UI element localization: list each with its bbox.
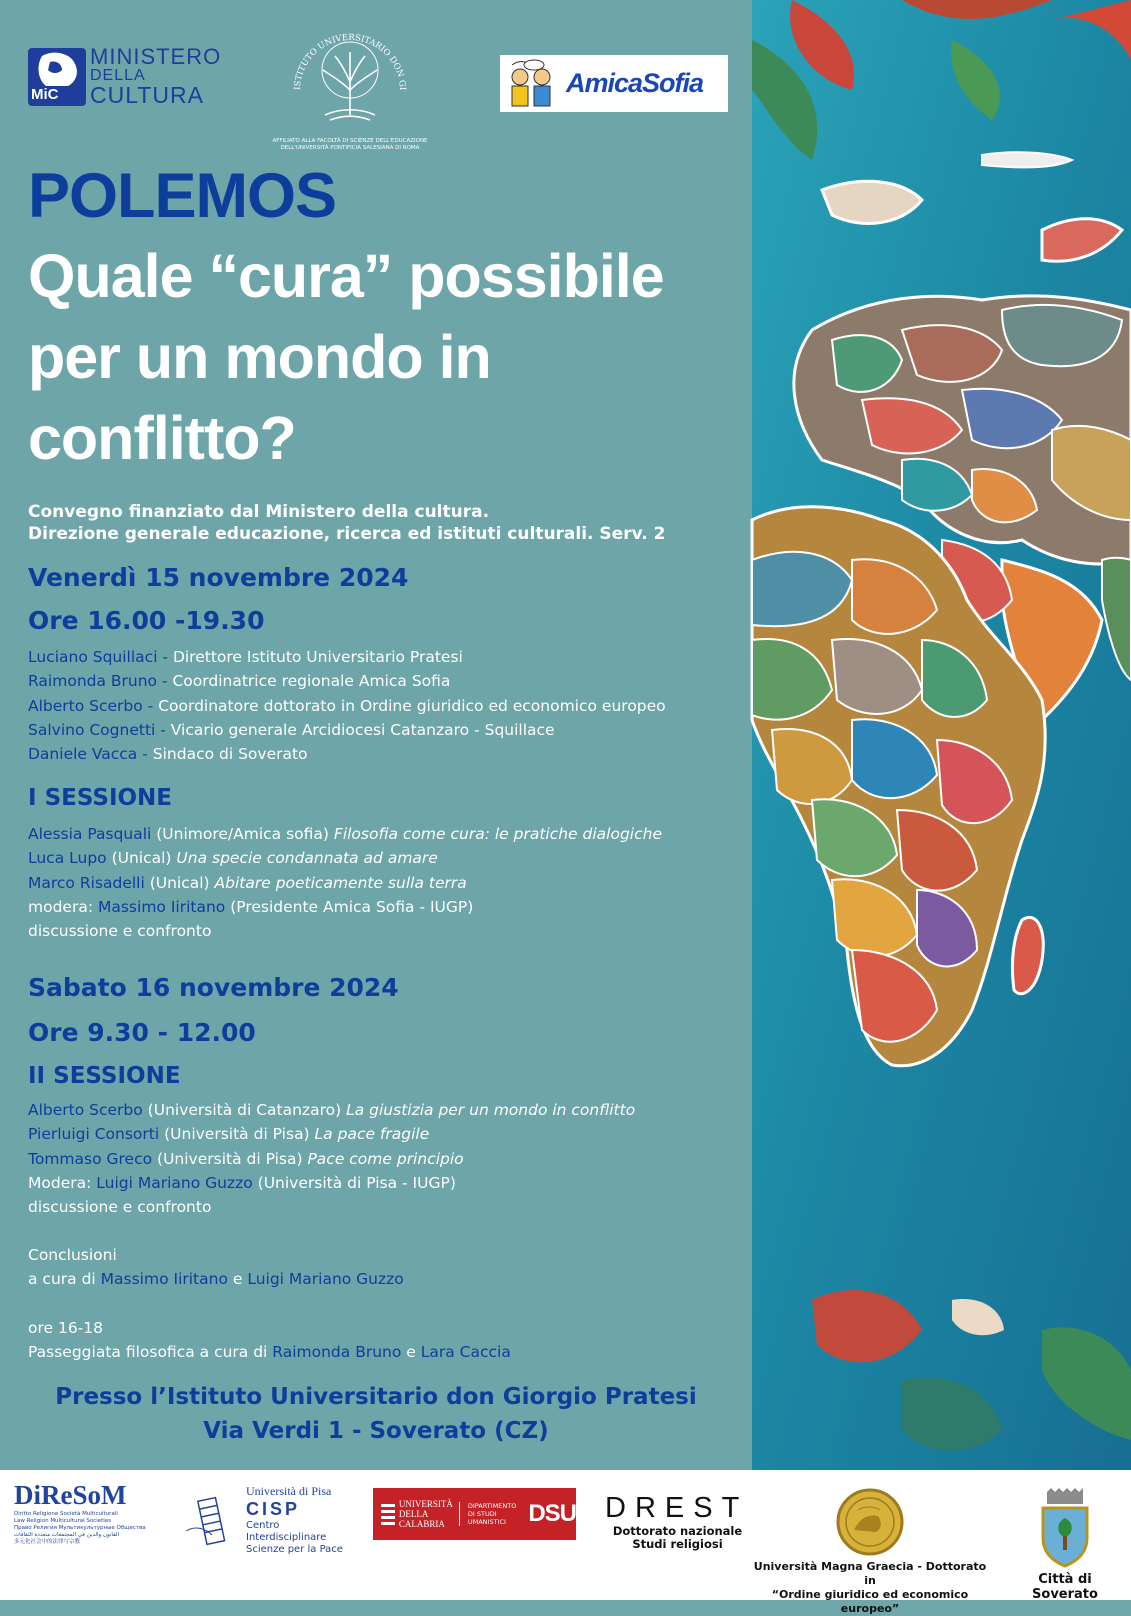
walk-row (28, 1340, 511, 1364)
talk-row (28, 1122, 635, 1146)
conclusions-label: Conclusioni (28, 1246, 117, 1264)
drest-line: Studi religiosi (632, 1537, 723, 1551)
conclusions-block (28, 1243, 404, 1292)
funding-line-2: Direzione generale educazione, ricerca ed istituti culturali. Serv. 2 (28, 524, 666, 544)
speaker-affiliation: (Università di Catanzaro) (142, 1101, 347, 1119)
ministero-cultura-logo (28, 46, 221, 107)
talk-title: La giustizia per un mondo in conflitto (346, 1101, 636, 1119)
talk-title: La pace fragile (314, 1125, 430, 1144)
soverato-label: Città di Soverato (1032, 1572, 1098, 1602)
session-1-title: I SESSIONE (28, 785, 173, 811)
speaker-affiliation: (Unical) (106, 849, 177, 868)
istituto-pratesi-seal (270, 20, 430, 151)
moderator-prefix: modera: (28, 897, 98, 916)
main-title-line-2: per un mondo in (28, 323, 491, 391)
venue-line-2: Via Verdi 1 - Soverato (CZ) (203, 1418, 549, 1444)
talk-row (28, 1098, 635, 1122)
diresom-line: القانون والدين في المجتمعات متعددة الثقافات (14, 1532, 120, 1538)
day2-time: Ore 9.30 - 12.00 (28, 1018, 256, 1047)
moderator-name: Luigi Mariano Guzzo (96, 1173, 253, 1192)
gold-coin-icon (834, 1488, 906, 1556)
talk-row (28, 871, 662, 895)
umg-line: “Ordine giuridico ed economico europeo” (771, 1588, 969, 1615)
dept-line: UMANISTICI (467, 1518, 506, 1526)
umg-logo (750, 1488, 990, 1616)
day1-date: Venerdì 15 novembre 2024 (28, 563, 409, 592)
mic-line-2: DELLA (90, 67, 146, 84)
event-main-title (28, 236, 748, 479)
talk-title: Filosofia come cura: le pratiche dialogiche (333, 825, 662, 843)
walk-block (28, 1316, 511, 1365)
speaker-name: Daniele Vacca - (28, 745, 148, 764)
talk-title: Una specie condannata ad amare (176, 849, 438, 868)
talk-title: Pace come principio (307, 1149, 464, 1168)
cisp-university: Università di Pisa (246, 1484, 332, 1498)
mic-wordmark (90, 46, 221, 107)
discussion-row: discussione e confronto (28, 922, 212, 941)
dept-line: DIPARTIMENTO (467, 1502, 517, 1510)
main-title-line-1: Quale “cura” possibile (28, 242, 664, 310)
map-art (752, 0, 1131, 1470)
unical-line: CALABRIA (398, 1519, 445, 1529)
walk-joiner: e (401, 1343, 421, 1362)
mic-mark-icon (28, 48, 86, 106)
coat-of-arms-icon (1035, 1490, 1095, 1568)
speaker-name: Pierluigi Consorti (28, 1125, 160, 1144)
moderator-row (28, 895, 662, 919)
svg-text:ISTITUTO UNIVERSITARIO DON GIO (285, 20, 407, 91)
discussion-row: discussione e confronto (28, 1198, 212, 1217)
sponsor-footer (0, 1470, 1131, 1615)
speaker-name: Alberto Scerbo - (28, 696, 154, 715)
talk-row (28, 846, 662, 870)
speaker-role: Vicario generale Arcidiocesi Catanzaro - Squillace (165, 720, 555, 739)
day1-time: Ore 16.00 -19.30 (28, 606, 265, 635)
soverato-logo (1005, 1490, 1125, 1602)
seal-caption: AFFILIATO ALLA FACOLTÀ DI SCIENZE DELL'EDUCAZIONE DELL'UNIVERSITÀ PONTIFICIA SALESIANA DI ROMA (272, 138, 428, 151)
amicasofia-wordmark: AmicaSofia (566, 68, 704, 98)
diresom-line: 多元化社会中的法律与宗教 (14, 1539, 81, 1545)
world-map-illustration (752, 0, 1131, 1470)
speaker-name: Luciano Squillaci - (28, 648, 169, 666)
session-2-talks (28, 1098, 635, 1219)
speaker-affiliation: (Università di Pisa) (152, 1149, 308, 1168)
diresom-line: Diritto Religione Società Multiculturali (14, 1511, 118, 1517)
moderator-name: Massimo Iiritano (97, 897, 226, 916)
moderator-affiliation: (Università di Pisa - IUGP) (252, 1173, 456, 1192)
leaning-tower-icon (182, 1491, 240, 1549)
speaker-name: Raimonda Bruno - (28, 672, 168, 691)
mic-line-1: MINISTERO (90, 44, 222, 69)
umg-line: Università Magna Graecia - Dottorato in (753, 1560, 987, 1587)
children-drawing-icon (504, 59, 560, 109)
walk-prefix: Passeggiata filosofica a cura di (28, 1343, 273, 1362)
funding-note (28, 501, 666, 545)
day1-greetings (28, 645, 666, 766)
amicasofia-logo (500, 55, 728, 112)
speaker-role: Sindaco di Soverato (147, 745, 308, 764)
speaker-name: Raimonda Bruno (272, 1343, 402, 1362)
speaker-name: Luca Lupo (28, 849, 107, 868)
session-2-title: II SESSIONE (28, 1063, 181, 1089)
moderator-row (28, 1171, 635, 1195)
cisp-line: Scienze per la Pace (246, 1544, 343, 1555)
speaker-name: Luigi Mariano Guzzo (247, 1270, 404, 1289)
seal-ring-text: ISTITUTO UNIVERSITARIO DON GI (292, 32, 408, 91)
drest-line: Dottorato nazionale (612, 1524, 743, 1538)
greeting-row (28, 645, 666, 669)
speaker-role: Coordinatrice regionale Amica Sofia (167, 672, 451, 691)
speaker-role: Coordinatore dottorato in Ordine giuridico ed economico europeo (153, 696, 666, 715)
greeting-row (28, 718, 666, 742)
event-kicker-title: POLEMOS (28, 161, 337, 231)
talk-row (28, 1147, 635, 1171)
main-title-line-3: conflitto? (28, 404, 296, 472)
diresom-title: DiReSoM (14, 1480, 127, 1510)
speaker-name: Alessia Pasquali (28, 825, 152, 843)
unical-line: DELLA (398, 1509, 429, 1519)
dept-line: DI STUDI (467, 1510, 497, 1518)
speaker-name: Marco Risadelli (28, 873, 145, 892)
cisp-logo (182, 1484, 357, 1556)
funding-line-1: Convegno finanziato dal Ministero della cultura. (28, 502, 490, 522)
walk-time: ore 16-18 (28, 1319, 104, 1337)
talk-row (28, 822, 662, 846)
unical-line: UNIVERSITÀ (398, 1499, 453, 1509)
speaker-name: Lara Caccia (420, 1343, 511, 1362)
conclusions-row (28, 1267, 404, 1291)
unical-name (395, 1499, 453, 1529)
day2-date: Sabato 16 novembre 2024 (28, 973, 399, 1002)
diresom-line: Law Religion Multicultural Societies (14, 1518, 112, 1524)
speaker-name: Massimo Iiritano (100, 1270, 228, 1289)
unical-emblem-icon (373, 1504, 395, 1525)
moderator-prefix: Modera: (28, 1173, 97, 1192)
unical-dept (459, 1502, 516, 1526)
speaker-affiliation: (Università di Pisa) (159, 1125, 315, 1144)
speaker-affiliation: (Unimore/Amica sofia) (151, 825, 334, 843)
speaker-name: Salvino Cognetti - (28, 720, 166, 739)
conclusions-prefix: a cura di (28, 1270, 101, 1289)
dsu-acronym: DSU (528, 1500, 576, 1527)
diresom-line: Право Религия Мультикультурные Общества (14, 1525, 146, 1531)
greeting-row (28, 694, 666, 718)
speaker-name: Tommaso Greco (28, 1149, 153, 1168)
drest-acronym: DREST (605, 1492, 749, 1524)
cisp-line: Centro Interdisciplinare (246, 1520, 327, 1543)
greeting-row (28, 742, 666, 766)
venue-line-1: Presso l’Istituto Universitario don Giorgio Pratesi (55, 1384, 697, 1410)
speaker-affiliation: (Unical) (144, 873, 215, 892)
cisp-text (246, 1484, 357, 1556)
greeting-row (28, 669, 666, 693)
speaker-role: Direttore Istituto Universitario Pratesi (168, 648, 463, 666)
talk-title: Abitare poeticamente sulla terra (214, 873, 467, 892)
drest-logo (605, 1492, 750, 1551)
mic-line-3: CULTURA (90, 82, 204, 108)
tree-seal-icon (285, 20, 415, 132)
conclusions-joiner: e (227, 1270, 248, 1289)
unical-dsu-logo (373, 1488, 576, 1540)
venue-address (0, 1380, 752, 1448)
cisp-acronym: CISP (246, 1499, 301, 1519)
moderator-affiliation: (Presidente Amica Sofia - IUGP) (225, 897, 474, 916)
speaker-name: Alberto Scerbo (28, 1101, 143, 1119)
mic-short: MiC (31, 85, 59, 103)
diresom-logo (14, 1480, 174, 1546)
session-1-talks (28, 822, 662, 943)
